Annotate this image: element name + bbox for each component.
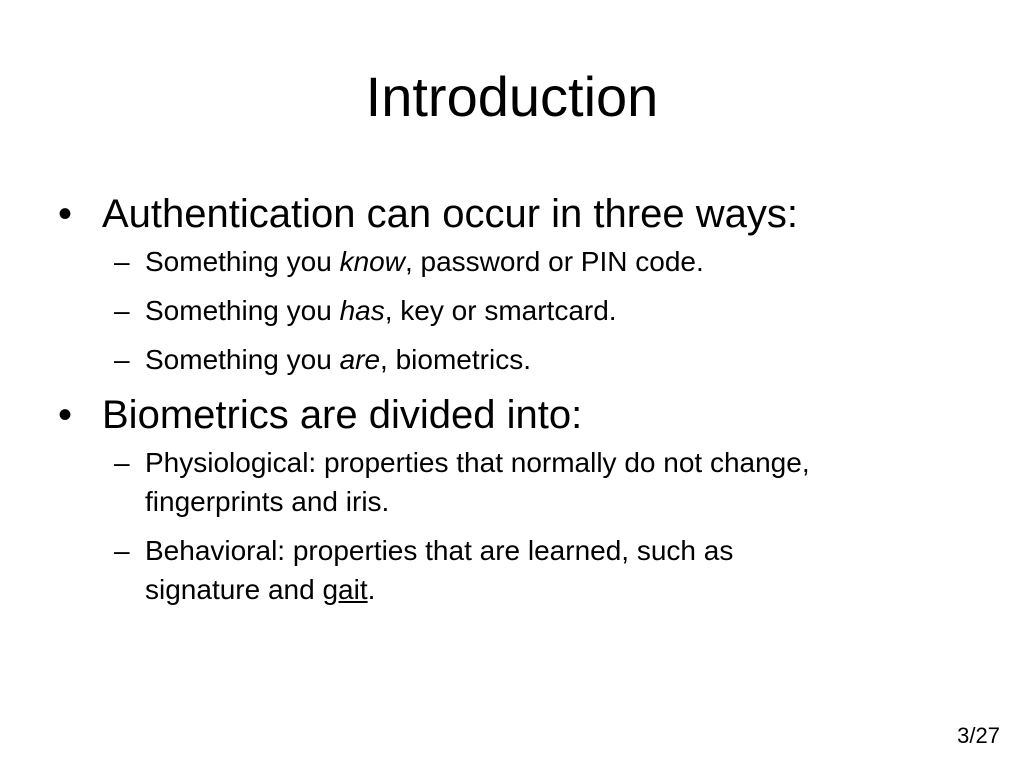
sub-dash: – — [114, 295, 130, 326]
sub-dash: – — [114, 344, 130, 375]
sub-item-has — [58, 291, 988, 330]
slide-title: Introduction — [365, 65, 659, 128]
sub-dash: – — [114, 246, 130, 277]
sub-dash: – — [114, 447, 130, 478]
sub-item-physiological — [58, 443, 988, 521]
sub-item-behavioral — [58, 531, 988, 609]
sub-text-line2: fingerprints and iris. — [145, 486, 390, 517]
sub-list-authentication — [58, 242, 988, 379]
sub-text-line2-post: . — [367, 574, 376, 605]
sub-item-are — [58, 340, 988, 379]
sub-text-line1: Physiological: properties that normally do not change, — [145, 447, 810, 478]
slide-content — [58, 188, 988, 619]
bullet-biometrics — [58, 389, 988, 441]
sub-text-pre: Something you — [145, 246, 340, 277]
sub-text-pre: Something you — [145, 344, 340, 375]
sub-text-line1: Behavioral: properties that are learned, such as — [145, 535, 734, 566]
sub-text-line2-pre: signature and — [145, 574, 323, 605]
gait-link[interactable]: gait — [322, 574, 368, 605]
sub-text-emphasis: know — [339, 246, 405, 277]
sub-text-emphasis: has — [339, 295, 385, 326]
sub-text-pre: Something you — [145, 295, 340, 326]
sub-item-know — [58, 242, 988, 281]
sub-text-emphasis: are — [339, 344, 381, 375]
sub-dash: – — [114, 535, 130, 566]
sub-text-post: , key or smartcard. — [384, 295, 617, 326]
bullet-authentication — [58, 188, 988, 240]
bullet-text: Biometrics are divided into: — [102, 393, 583, 437]
bullet-text: Authentication can occur in three ways: — [102, 192, 798, 236]
sub-text-post: , password or PIN code. — [404, 246, 704, 277]
page-number: 3/27 — [957, 723, 1000, 748]
bullet-marker: • — [58, 192, 73, 236]
sub-list-biometrics — [58, 443, 988, 609]
bullet-marker: • — [58, 393, 73, 437]
sub-text-post: , biometrics. — [380, 344, 531, 375]
